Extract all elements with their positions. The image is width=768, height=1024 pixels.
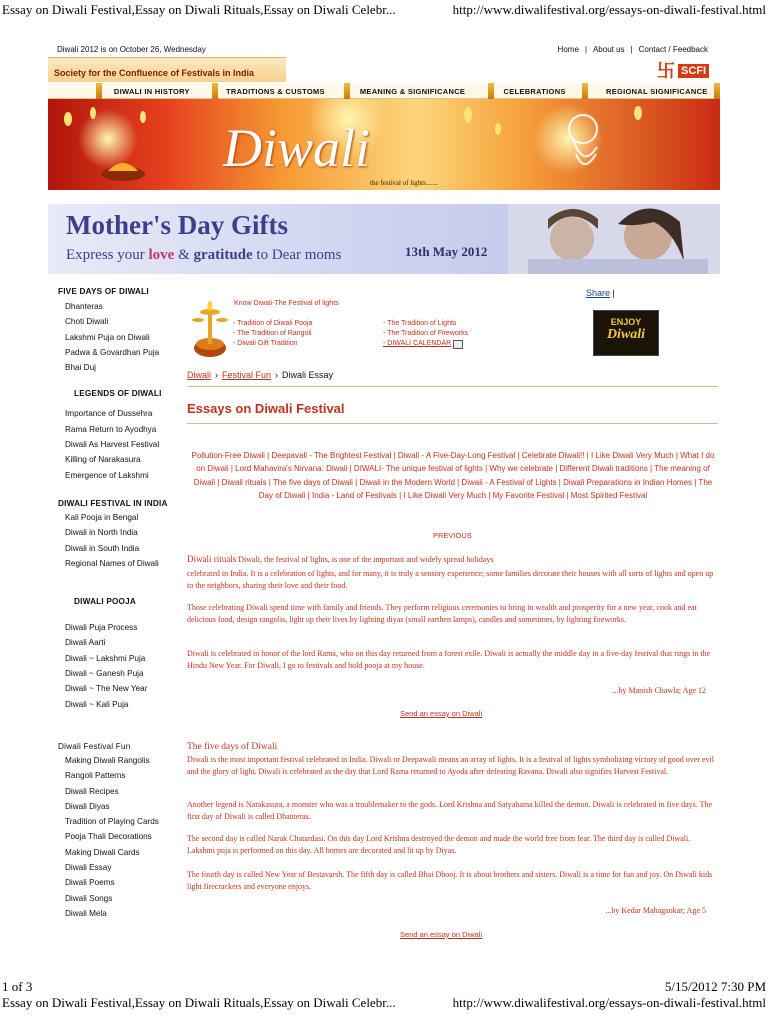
know-left-links	[233, 319, 312, 349]
scfi-logo[interactable]	[657, 58, 719, 84]
mother-daughter-photo	[508, 204, 720, 274]
sidebar-item[interactable]: Diwali in North India	[65, 528, 138, 538]
nav-divider	[714, 83, 720, 99]
nav-divider	[582, 83, 588, 99]
sidebar-item[interactable]: Diwali Puja Process	[65, 623, 138, 633]
banner-title: Diwali	[223, 118, 371, 178]
essay-1-author: ...by Manish Chawla; Age 12	[612, 686, 706, 695]
sidebar-item[interactable]: Choti Diwali	[65, 317, 109, 327]
essay-1-para-1: Diwali rituals Diwali, the festival of lights, is one of the important and widely spread holidays	[187, 554, 494, 564]
print-page-number: 1 of 3	[2, 979, 33, 994]
breadcrumb	[187, 370, 333, 380]
enjoy-badge-bottom: Diwali	[606, 327, 646, 342]
crumb-diwali[interactable]: Diwali	[187, 370, 212, 380]
nav-meaning-significance[interactable]: MEANING & SIGNIFICANCE	[359, 86, 466, 96]
sidebar-item[interactable]: Killing of Narakasura	[65, 455, 141, 465]
essay-2-para-3: The second day is called Narak Chatardasi. On this day Lord Krishna destroyed the demon and made the world free from fear. The third day is called Diwali. Lakshmi puja is performed on this day. All homes are decorated and lit up by Diyas.	[187, 834, 691, 855]
essay-2-para-1: Diwali is the most important festival celebrated in India. Diwali or Deepawali means an array of lights. It is a festival of lights symbolizing victory of good over evil and the glory of light. Diwali is celebrated as the day that Lord Rama returned to Ayoda after defeating Ravana. Diwali also signifies Harvest Festival.	[187, 755, 714, 776]
sidebar-item[interactable]: Importance of Dussehra	[65, 409, 153, 419]
essay-2-para-2: Another legend is Narakasura, a monster who was a troublemaker to the gods. Lord Krishna and Satyabama killed the demon. Diwali is celebrated in five days. The first day of Diwali is called Dhanteras.	[187, 800, 713, 821]
calendar-link-row	[383, 339, 468, 349]
sidebar-item[interactable]: Diwali Recipes	[65, 786, 119, 796]
sidebar	[58, 287, 173, 921]
essay-links[interactable]: Pollution-Free Diwali | Deepavali - The Brightest Festival | Diwali - A Five-Day-Long Festival | Celebrate Diwali!! | I Like Diwali Very Much | What I do on Diwali | Lord Mahavira's Nirvana: Diwali | DIWALI- The unique festival of lights | Why we celebrate | Different Diwali traditions | The meaning of Diwali | Diwali rituals | The five days of Diwali | Diwali in the Modern World | Diwali - A Festival of Lights | Diwali Preparations in Indian Homes | The Day of Diwali | India - Land of Festivals | I Like Diwali Very Much | My Favorite Festival | Most Spirited Festival	[191, 451, 715, 500]
essay-1-para-1-cont: celebrated in India. It is a celebration of lights, and for many, it is truly a sensory experience; some families decorate their houses with all sorts of lights and open up to the neighbors, sharing their love and their food.	[187, 569, 714, 590]
sidebar-item[interactable]: Emergence of Lakshmi	[65, 470, 149, 480]
ad-headline: Mother's Day Gifts	[66, 210, 288, 240]
sidebar-item[interactable]: Diwali Essay	[65, 863, 112, 873]
home-link[interactable]: Home	[557, 45, 579, 54]
divider	[187, 386, 718, 387]
sidebar-item[interactable]: Kali Pooja in Bengal	[65, 512, 139, 522]
sidebar-item[interactable]: Making Diwali Cards	[65, 847, 140, 857]
sidebar-head-pooja[interactable]: DIWALI POOJA	[74, 597, 136, 607]
know-right-links	[383, 319, 468, 349]
know-diwali-title: Know Diwali-The Festival of lights	[234, 300, 339, 307]
sidebar-item[interactable]: Rama Return to Ayodhya	[65, 424, 157, 434]
link-separator: |	[630, 45, 633, 54]
sidebar-item[interactable]: Dhanteras	[65, 302, 103, 311]
sidebar-item[interactable]: Diwali in South India	[65, 543, 140, 553]
print-page-title-footer: Essay on Diwali Festival,Essay on Diwali Rituals,Essay on Diwali Celebr...	[2, 995, 396, 1010]
share-separator: |	[612, 288, 615, 298]
ad-date: 13th May 2012	[405, 244, 488, 259]
share-area	[586, 288, 615, 298]
banner-art	[48, 99, 720, 190]
sidebar-item[interactable]: Diwali ~ Ganesh Puja	[65, 669, 144, 679]
enjoy-badge-top: ENJOY	[610, 317, 642, 327]
sidebar-item[interactable]: Diwali Diyas	[65, 801, 110, 811]
sidebar-item[interactable]: Diwali ~ Kali Puja	[65, 699, 129, 709]
nav-divider	[96, 83, 102, 99]
send-essay-link-2[interactable]: Send an essay on Diwali	[400, 930, 483, 939]
sidebar-item[interactable]: Making Diwali Rangolis	[65, 755, 150, 765]
sidebar-item[interactable]: Diwali As Harvest Festival	[65, 440, 160, 450]
know-link[interactable]: - The Tradition of Rangoli	[233, 330, 312, 337]
essay-1-title: Diwali rituals	[187, 554, 237, 564]
sidebar-item[interactable]: Rangoli Patterns	[65, 771, 126, 781]
essay-1-para-3: Diwali is celebrated in honor of the lord Rama, who on this day returned from a forest exile. Diwali is actually the middle day in a five-day festival that rings in the Hindu New Year. For Diwali, I go to festivals and hold pooja at my house.	[187, 649, 711, 670]
top-links	[558, 45, 708, 54]
breadcrumb-separator-icon: ›	[215, 370, 219, 380]
breadcrumb-separator-icon: ›	[275, 370, 279, 380]
sidebar-item[interactable]: Diwali Poems	[65, 878, 115, 888]
essay-2-title: The five days of Diwali	[187, 742, 278, 752]
send-essay-link[interactable]: Send an essay on Diwali	[400, 709, 483, 718]
sidebar-item[interactable]: Lakshmi Puja on Diwali	[65, 332, 150, 342]
diwali-banner	[48, 99, 720, 190]
nav-celebrations[interactable]: CELEBRATIONS	[503, 86, 566, 96]
nav-regional-significance[interactable]: REGIONAL SIGNIFICANCE	[606, 86, 708, 96]
nav-divider	[344, 83, 350, 99]
date-notice: Diwali 2012 is on October 26, Wednesday	[57, 45, 206, 54]
know-link[interactable]: - The Tradition of Fireworks	[383, 330, 469, 337]
crumb-current: Diwali Essay	[282, 370, 334, 380]
previous-link[interactable]: PREVIOUS	[433, 531, 472, 540]
enjoy-diwali-badge[interactable]	[593, 310, 659, 356]
mothers-day-ad[interactable]	[48, 204, 720, 274]
sidebar-item[interactable]: Tradition of Playing Cards	[65, 817, 159, 827]
banner-tagline: the festival of lights.......	[370, 179, 439, 187]
print-datetime: 5/15/2012 7:30 PM	[664, 979, 766, 994]
main-nav	[48, 84, 720, 99]
contact-link[interactable]: Contact / Feedback	[638, 45, 708, 54]
print-page-title: Essay on Diwali Festival,Essay on Diwali Rituals,Essay on Diwali Celebr...	[2, 2, 396, 17]
sidebar-head-in-india[interactable]: DIWALI FESTIVAL IN INDIA	[58, 498, 168, 508]
know-link[interactable]: - The Tradition of Lights	[383, 320, 457, 327]
sidebar-item[interactable]: Padwa & Govardhan Puja	[65, 347, 160, 357]
sidebar-item[interactable]: Diwali Aarti	[65, 638, 106, 648]
diya-lamp-icon	[186, 298, 232, 358]
sidebar-item[interactable]: Diwali ~ The New Year	[65, 684, 148, 694]
calendar-icon	[453, 340, 463, 349]
sidebar-item[interactable]: Diwali Mela	[65, 908, 107, 918]
sidebar-head-festival-fun[interactable]: Diwali Festival Fun	[58, 741, 131, 751]
essay-2-author: ...by Kedar Mahagaokar; Age 5	[605, 906, 706, 915]
sidebar-head-five-days[interactable]: FIVE DAYS OF DIWALI	[58, 287, 149, 296]
nav-divider	[488, 83, 494, 99]
print-page-url-footer: http://www.diwalifestival.org/essays-on-diwali-festival.html	[452, 995, 766, 1010]
nav-diwali-in-history[interactable]: DIWALI IN HISTORY	[113, 86, 190, 96]
society-name: Society for the Confluence of Festivals in India	[54, 68, 255, 78]
sidebar-head-legends[interactable]: LEGENDS OF DIWALI	[74, 389, 162, 399]
society-bar	[48, 57, 286, 82]
swastika-icon: 卐	[657, 61, 675, 81]
nav-traditions-customs[interactable]: TRADITIONS & CUSTOMS	[226, 86, 325, 96]
essay-2-para-4: The fourth day is called New Year of Bestavarsh. The fifth day is called Bhai Dhooj. It is about brothers and sisters. Diwali is a time for fun and joy. On Diwali kids light firecrackers and everyone enjoys.	[187, 870, 713, 891]
divider	[187, 423, 718, 424]
sidebar-item[interactable]: Pooja Thali Decorations	[65, 832, 152, 842]
know-link[interactable]: - Diwali Gift Tradition	[233, 340, 298, 347]
nav-divider	[212, 83, 218, 99]
link-separator: |	[584, 45, 587, 54]
calendar-link[interactable]: - DIWALI CALENDAR	[383, 340, 452, 347]
scfi-logo-text: SCFI	[678, 64, 709, 78]
sidebar-item[interactable]: Diwali Songs	[65, 893, 113, 903]
know-link[interactable]: - Tradition of Diwali Pooja	[233, 320, 313, 327]
sidebar-item[interactable]: Regional Names of Diwali	[65, 558, 159, 568]
sidebar-item[interactable]: Diwali ~ Lakshmi Puja	[65, 653, 146, 663]
ad-tagline: Express your love & gratitude to Dear moms	[66, 247, 342, 263]
crumb-festival-fun[interactable]: Festival Fun	[222, 370, 272, 380]
essay-1-para-2: Those celebrating Diwali spend time with family and friends. They perform religious ceremonies to bring in wealth and prosperity for a new year, cook and eat delicious food, design rangolis, light up their lives by lighting diyas (small earthen lamps), candles and sometimes, by lighting fireworks.	[187, 603, 697, 624]
about-link[interactable]: About us	[592, 45, 625, 54]
print-page-url: http://www.diwalifestival.org/essays-on-diwali-festival.html	[452, 2, 766, 17]
page-title: Essays on Diwali Festival	[187, 401, 345, 416]
share-link[interactable]: Share	[586, 288, 611, 298]
sidebar-item[interactable]: Bhai Duj	[65, 363, 96, 373]
